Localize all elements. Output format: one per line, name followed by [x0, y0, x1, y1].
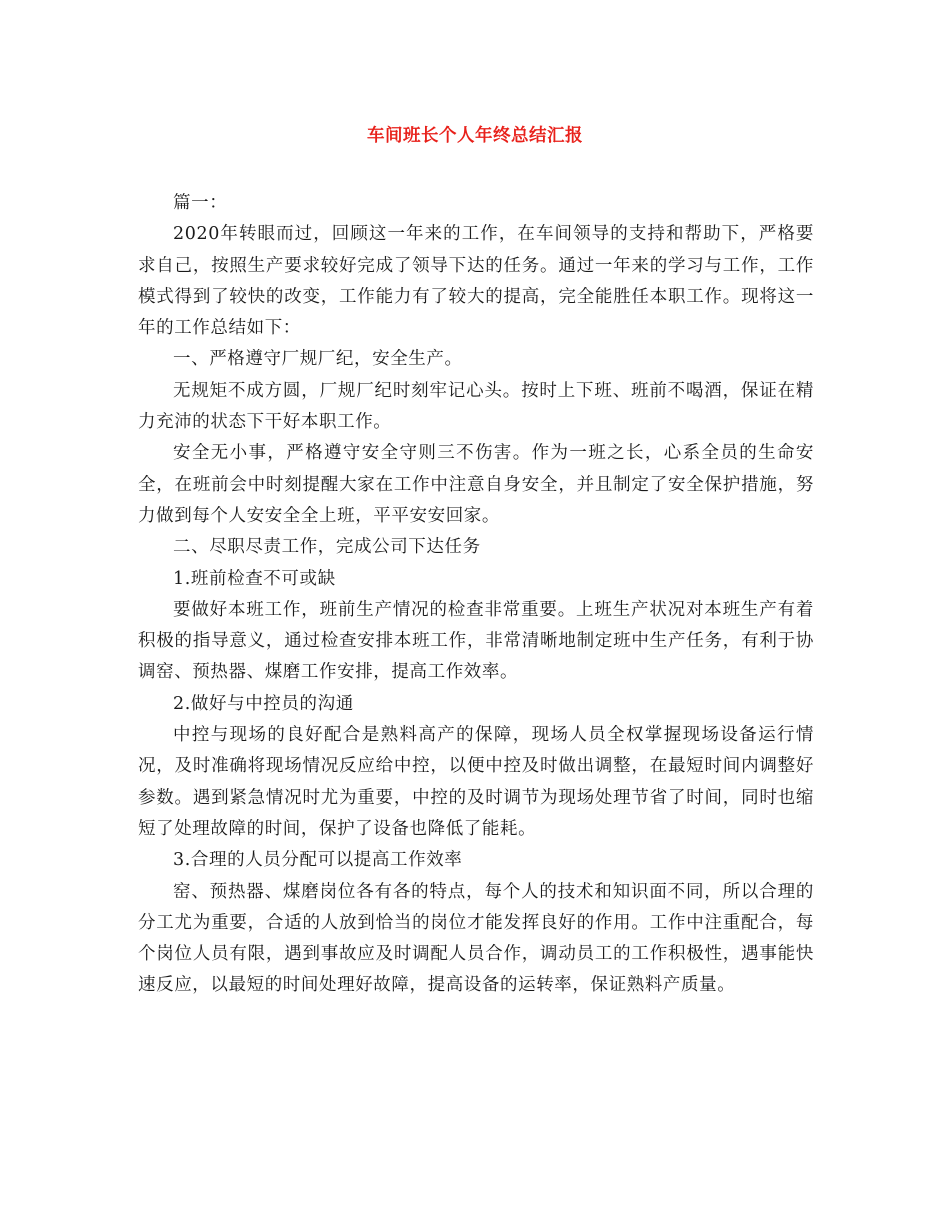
subsection-heading: 2.做好与中控员的沟通	[173, 693, 354, 714]
section-heading: 二、尽职尽责工作，完成公司下达任务	[173, 537, 481, 558]
body-paragraph: 2020年转眼而过，回顾这一年来的工作，在车间领导的支持和帮助下，严格要求自己，按照生产要求较好完成了领导下达的任务。通过一年来的学习与工作，工作模式得到了较快的改变，工作能力有了较大的提高，完全能胜任本职工作。现将这一年的工作总结如下：	[138, 224, 814, 339]
body-paragraph: 要做好本班工作，班前生产情况的检查非常重要。上班生产状况对本班生产有着积极的指导意义，通过检查安排本班工作，非常清晰地制定班中生产任务，有利于协调窑、预热器、煤磨工作安排，提高工作效率。	[138, 599, 814, 683]
body-paragraph: 中控与现场的良好配合是熟料高产的保障，现场人员全权掌握现场设备运行情况，及时准确将现场情况反应给中控，以便中控及时做出调整，在最短时间内调整好参数。遇到紧急情况时尤为重要，中控的及时调节为现场处理节省了时间，同时也缩短了处理故障的时间，保护了设备也降低了能耗。	[138, 725, 814, 839]
document-title: 车间班长个人年终总结汇报	[367, 126, 583, 146]
body-paragraph: 窑、预热器、煤磨岗位各有各的特点，每个人的技术和知识面不同，所以合理的分工尤为重要，合适的人放到恰当的岗位才能发挥良好的作用。工作中注重配合，每个岗位人员有限，遇到事故应及时调配人员合作，调动员工的工作积极性，遇事能快速反应，以最短的时间处理好故障，提高设备的运转率，保证熟料产质量。	[138, 881, 814, 996]
subsection-heading: 3.合理的人员分配可以提高工作效率	[173, 850, 463, 871]
document-body	[138, 188, 814, 1002]
body-paragraph: 安全无小事，严格遵守安全守则三不伤害。作为一班之长，心系全员的生命安全，在班前会中时刻提醒大家在工作中注意自身安全，并且制定了安全保护措施，努力做到每个人安安全全上班，平平安安回家。	[138, 443, 814, 526]
subsection-heading: 1.班前检查不可或缺	[173, 568, 336, 589]
section-heading: 一、严格遵守厂规厂纪，安全生产。	[173, 349, 463, 370]
section-label: 篇一：	[173, 193, 228, 213]
body-paragraph: 无规矩不成方圆，厂规厂纪时刻牢记心头。按时上下班、班前不喝酒，保证在精力充沛的状态下干好本职工作。	[138, 380, 814, 433]
